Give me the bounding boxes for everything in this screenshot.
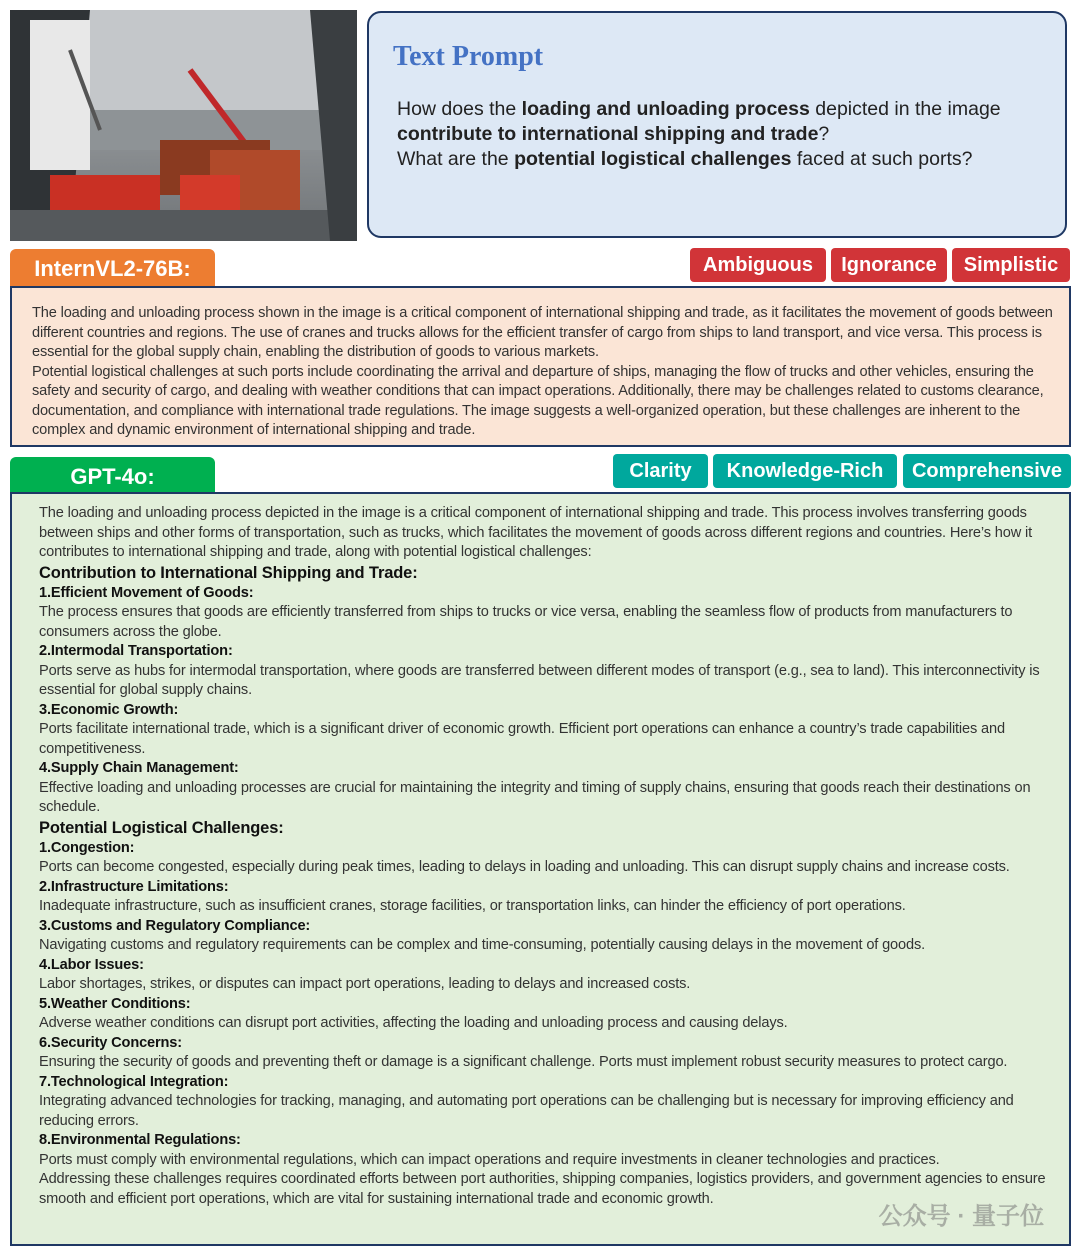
response-paragraph: The loading and unloading process shown in the image is a critical component of international shipping and trade, as it facilitates the movement of goods between different countries and regions. The use of cranes and trucks allows for the efficient transfer of cargo from ships to land transport, and vice versa. This process is essential for the global supply chain, enabling the distribution of goods to various markets.: [32, 305, 1053, 360]
response-paragraph: Potential logistical challenges at such ports include coordinating the arrival and departure of ships, managing the flow of trucks and other vehicles, ensuring the safety and security of cargo, and dealing with weather conditions that can impact operations. Additionally, there may be challenges related to customs clearance, documentation, and compliance with international trade regulations. The image suggests a well-organized operation, but these challenges are inherent to the complex and dynamic environment of international shipping and trade.: [32, 363, 1044, 438]
item-heading: 1.Efficient Movement of Goods:: [39, 584, 254, 601]
response-paragraph: Adverse weather conditions can disrupt port activities, affecting the loading and unloading process and causing delays.: [39, 1015, 788, 1031]
tag-comprehensive: Comprehensive: [903, 454, 1071, 488]
gpt4o-model-label: GPT-4o:: [10, 457, 215, 496]
response-paragraph: Integrating advanced technologies for tracking, managing, and automating port operations can be challenging but is necessary for improving efficiency and reducing errors.: [39, 1093, 1014, 1129]
tag-clarity: Clarity: [613, 454, 708, 488]
response-paragraph: The process ensures that goods are efficiently transferred from ships to trucks or vice versa, enabling the seamless flow of products from manufacturers to consumers across the globe.: [39, 604, 1013, 640]
prompt-emphasis: potential logistical challenges: [514, 148, 792, 170]
item-heading: 1.Congestion:: [39, 839, 135, 856]
prompt-line: [397, 122, 1057, 147]
response-paragraph: Effective loading and unloading processes are crucial for maintaining the integrity and timing of supply chains, ensuring that goods reach their destinations on schedule.: [39, 779, 1031, 815]
prompt-text: What are the: [397, 148, 515, 170]
port-scene-image: [10, 10, 357, 241]
internvl-model-label: InternVL2-76B:: [10, 249, 215, 288]
item-heading: 3.Customs and Regulatory Compliance:: [39, 917, 311, 934]
response-paragraph: Labor shortages, strikes, or disputes can impact port operations, leading to delays and increased costs.: [39, 976, 691, 992]
prompt-text: ?: [818, 123, 830, 145]
response-paragraph: Ensuring the security of goods and preventing theft or damage is a significant challenge. Ports must implement robust security measures to protect cargo.: [39, 1054, 1008, 1070]
prompt-emphasis: loading and unloading process: [521, 98, 810, 120]
item-heading: 5.Weather Conditions:: [39, 995, 191, 1012]
item-heading: 4.Labor Issues:: [39, 956, 144, 973]
prompt-text: How does the: [397, 98, 522, 120]
prompt-line: [397, 97, 1057, 122]
item-heading: 2.Intermodal Transportation:: [39, 643, 233, 659]
prompt-line: [397, 147, 1057, 172]
response-paragraph: Inadequate infrastructure, such as insufficient cranes, storage facilities, or transportation links, can hinder the efficiency of port operations.: [39, 898, 906, 914]
prompt-question: [397, 97, 1057, 172]
port-photo: [10, 10, 357, 241]
gpt4o-response: [10, 492, 1071, 1246]
section-heading: Potential Logistical Challenges:: [39, 818, 284, 837]
tag-ignorance: Ignorance: [831, 248, 947, 282]
item-heading: 2.Infrastructure Limitations:: [39, 878, 229, 895]
prompt-title: Text Prompt: [393, 41, 544, 72]
item-heading: 7.Technological Integration:: [39, 1073, 229, 1090]
item-heading: 3.Economic Growth:: [39, 701, 179, 718]
response-paragraph: The loading and unloading process depicted in the image is a critical component of international shipping and trade. This process involves transferring goods between ships and other forms of transportation, such as trucks, which facilitates the movement of goods across different regions and countries. Here’s how it contributes to international shipping and trade, along with potential logistical challenges:: [39, 505, 1032, 560]
response-paragraph: Navigating customs and regulatory requirements can be complex and time-consuming, potentially causing delays in the movement of goods.: [39, 937, 926, 953]
response-paragraph: Ports must comply with environmental regulations, which can impact operations and require investments in cleaner technologies and practices.: [39, 1151, 940, 1168]
tag-knowledge-rich: Knowledge-Rich: [713, 454, 897, 488]
internvl-response: [10, 286, 1071, 447]
response-paragraph: Ports facilitate international trade, which is a significant driver of economic growth. Efficient port operations can enhance a country’s trade capabilities and competitiveness.: [39, 721, 1005, 757]
response-paragraph: Ports serve as hubs for intermodal transportation, where goods are transferred between different modes of transport (e.g., sea to land). This interconnectivity is essential for global supply chains.: [39, 662, 1040, 698]
item-heading: 4.Supply Chain Management:: [39, 760, 239, 776]
watermark: 公众号 · 量子位: [878, 1203, 1044, 1230]
section-heading: Contribution to International Shipping and Trade:: [39, 563, 418, 582]
item-heading: 6.Security Concerns:: [39, 1034, 182, 1051]
tag-simplistic: Simplistic: [952, 248, 1070, 282]
text-prompt-panel: [367, 11, 1067, 238]
response-paragraph: Addressing these challenges requires coordinated efforts between port authorities, shipping companies, logistics providers, and government agencies to ensure smooth and efficient port operations, which are vital for sustaining international trade and economic growth.: [39, 1171, 1046, 1207]
item-heading: 8.Environmental Regulations:: [39, 1132, 241, 1148]
tag-ambiguous: Ambiguous: [690, 248, 826, 282]
prompt-text: depicted in the image: [809, 98, 1001, 120]
prompt-text: faced at such ports?: [791, 148, 973, 170]
response-paragraph: Ports can become congested, especially during peak times, leading to delays in loading and unloading. This can disrupt supply chains and increase costs.: [39, 859, 1010, 875]
prompt-emphasis: contribute to international shipping and trade: [397, 123, 819, 145]
